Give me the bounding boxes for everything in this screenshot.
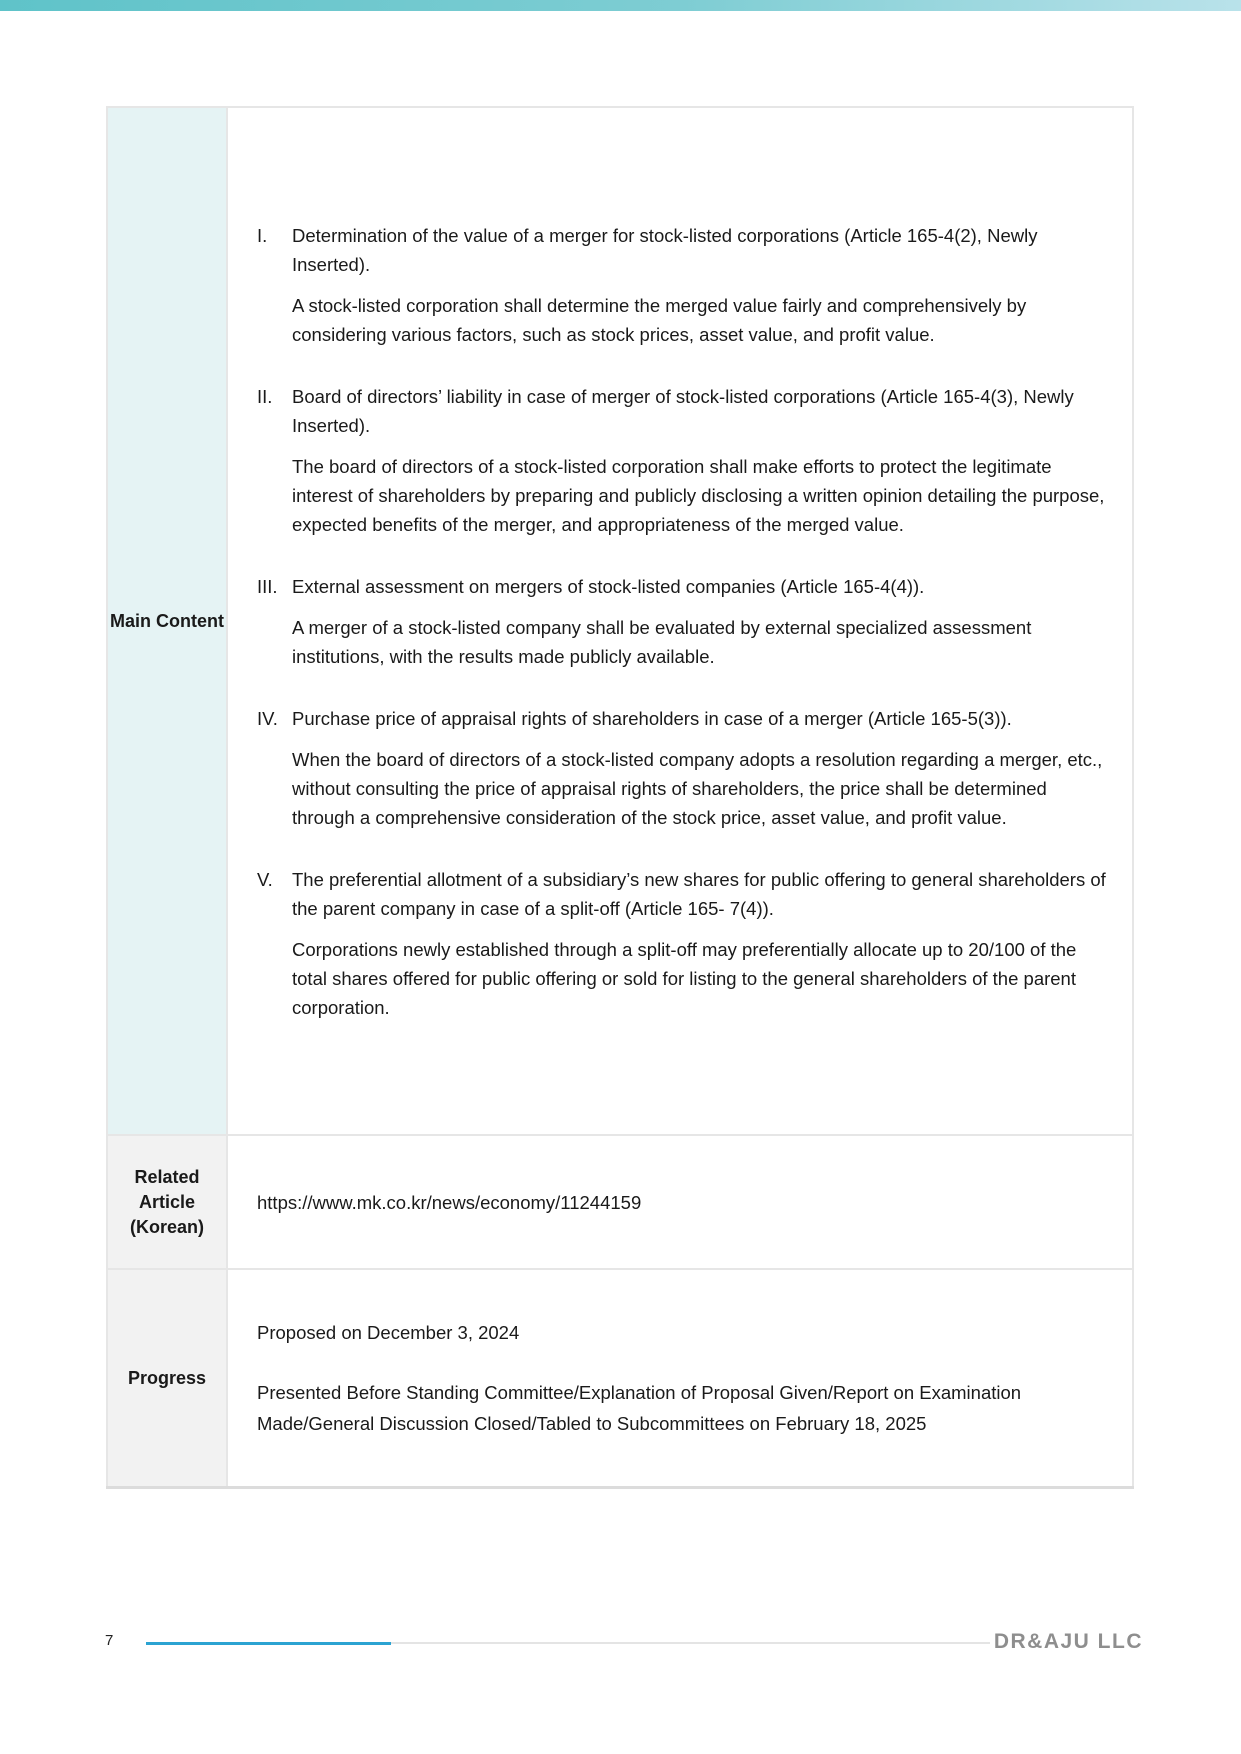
top-accent-bar <box>0 0 1241 11</box>
progress-label <box>107 1269 227 1488</box>
provision-title: Board of directors’ liability in case of merger of stock-listed corporations (Article 165-4(3), Newly Inserted). <box>292 385 1074 436</box>
progress-row <box>107 1269 1133 1488</box>
related-article-link[interactable]: https://www.mk.co.kr/news/economy/11244159 <box>257 1191 642 1213</box>
law-summary-table <box>106 106 1134 1489</box>
main-content-row <box>107 107 1133 1135</box>
provision-numeral: II. <box>257 385 273 407</box>
provision-item <box>257 572 1106 671</box>
progress-label-text: Progress <box>127 1367 207 1388</box>
provision-item <box>257 382 1106 539</box>
main-content-label <box>107 107 227 1135</box>
provision-numeral: IV. <box>257 707 278 729</box>
related-article-label <box>107 1135 227 1269</box>
related-article-cell <box>227 1135 1133 1269</box>
page-number: 7 <box>105 1632 114 1649</box>
provision-item <box>257 704 1106 832</box>
provision-description: The board of directors of a stock-listed corporation shall make efforts to protect the legitimate interest of shareholders by preparing and publicly disclosing a written opinion detailing the purpose, expected benefits of the merger, and appropriateness of the merged value. <box>292 455 1105 535</box>
provision-title: External assessment on mergers of stock-listed companies (Article 165-4(4)). <box>292 575 925 597</box>
main-content-label-text: Main Content <box>110 610 224 631</box>
provision-item <box>257 221 1106 349</box>
footer-progress-fill <box>146 1642 391 1645</box>
brand-name: DR&AJU LLC <box>993 1630 1143 1653</box>
main-content-cell <box>227 107 1133 1135</box>
provision-title: Purchase price of appraisal rights of shareholders in case of a merger (Article 165-5(3)). <box>292 707 1012 729</box>
provision-description: When the board of directors of a stock-listed company adopts a resolution regarding a merger, etc., without consulting the price of appraisal rights of shareholders, the price shall be determined through a comprehensive consideration of the stock price, asset value, and profit value. <box>292 748 1103 828</box>
provision-title: The preferential allotment of a subsidiary’s new shares for public offering to general shareholders of the parent company in case of a split-off (Article 165- 7(4)). <box>292 868 1106 919</box>
provision-title: Determination of the value of a merger for stock-listed corporations (Article 165-4(2), Newly Inserted). <box>292 224 1038 275</box>
provision-numeral: III. <box>257 575 278 597</box>
provision-description: Corporations newly established through a split-off may preferentially allocate up to 20/100 of the total shares offered for public offering or sold for listing to the general shareholders of the parent corporation. <box>292 938 1077 1018</box>
provision-description: A merger of a stock-listed company shall be evaluated by external specialized assessment institutions, with the results made publicly available. <box>292 616 1032 667</box>
progress-cell <box>227 1269 1133 1488</box>
progress-committee: Presented Before Standing Committee/Explanation of Proposal Given/Report on Examination Made/General Discussion Closed/Tabled to Subcommittees on February 18, 2025 <box>257 1381 1022 1434</box>
related-article-label-text: Related Article (Korean) <box>129 1166 204 1237</box>
related-article-row <box>107 1135 1133 1269</box>
provision-description: A stock-listed corporation shall determine the merged value fairly and comprehensively by considering various factors, such as stock prices, asset value, and profit value. <box>292 294 1027 345</box>
provision-item <box>257 865 1106 1022</box>
provision-list <box>257 221 1106 1022</box>
provision-numeral: V. <box>257 868 273 890</box>
progress-proposed: Proposed on December 3, 2024 <box>257 1321 520 1343</box>
provision-numeral: I. <box>257 224 268 246</box>
footer-progress-track <box>146 1642 990 1644</box>
